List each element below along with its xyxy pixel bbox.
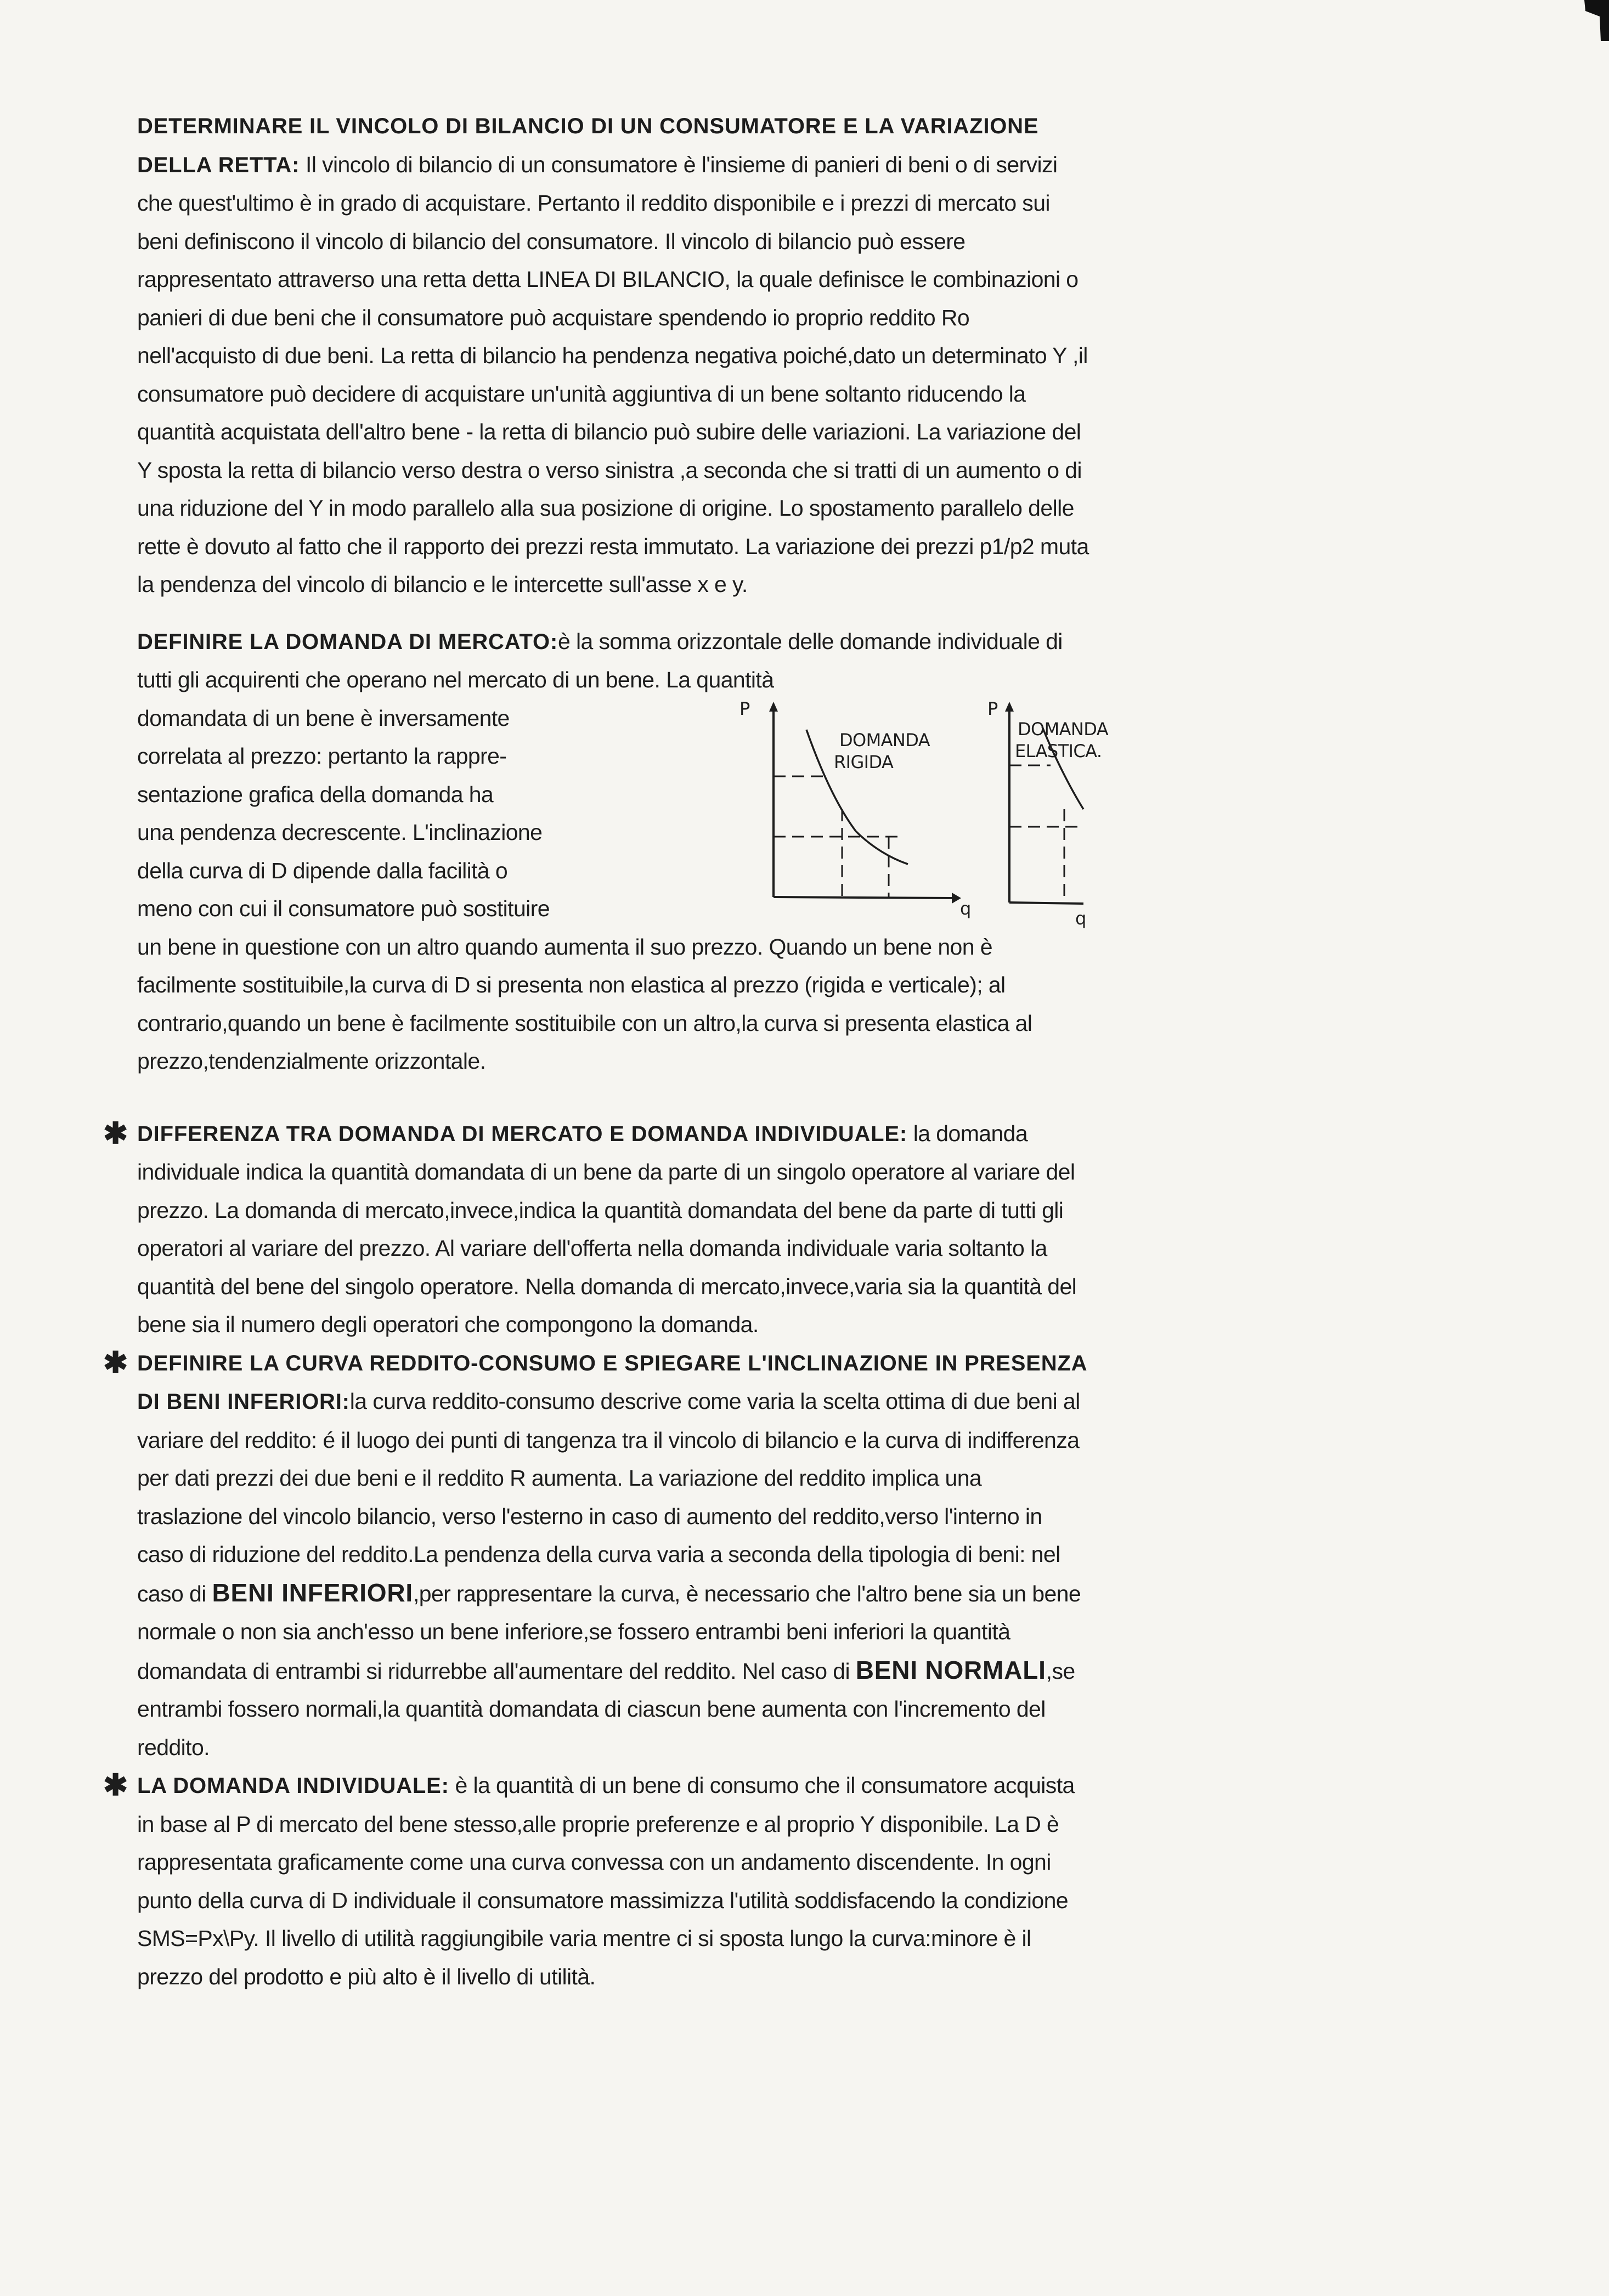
section-body: la domanda individuale indica la quantità domandata di un bene da parte di un singolo operatore al variare del prezzo. La domanda di mercato,invece,indica la quantità domandata del bene da parte di tutti gli operatori al variare del prezzo. Al variare dell'offerta nella domanda individuale varia soltanto la quantità del bene del singolo operatore. Nella domanda di mercato,invece,varia sia la quantità del bene sia il numero degli operatori che compongono la domanda.: [137, 1120, 1077, 1337]
term-inferior-goods: BENI INFERIORI: [212, 1578, 413, 1607]
section-individual-demand: [103, 1767, 1092, 1996]
text-line: correlata al prezzo: pertanto la rappre-: [137, 743, 507, 769]
rigid-label-line2: RIGIDA: [834, 751, 894, 772]
text-with-graphs: [137, 698, 1109, 929]
demand-graphs: [592, 698, 1109, 935]
document-page: [103, 107, 1109, 1996]
section-heading: DEFINIRE LA CURVA REDDITO-CONSUMO E SPIEGARE L'INCLINAZIONE IN PRESENZA DI BENI INFERIORI:: [137, 1351, 1087, 1414]
section-market-vs-individual: [103, 1115, 1092, 1344]
section-body-part2: ,per rappresentare la curva, è necessario che l'altro bene sia un bene normale o non sia anch'esso un bene inferiore,se fossero entrambi beni inferiori la quantità domandata di entrambi si ridurrebbe all'aumentare del reddito. Nel caso di: [137, 1581, 1081, 1684]
section-body-part1: la curva reddito-consumo descrive come varia la scelta ottima di due beni al variare del reddito: é il luogo dei punti di tangenza tra il vincolo di bilancio e la curva di indifferenza per dati prezzi dei due beni e il reddito R aumenta. La variazione del reddito implica una traslazione del vincolo bilancio, verso l'esterno in caso di aumento del reddito,verso l'interno in caso di riduzione del reddito.La pendenza della curva varia a seconda della tipologia di beni: nel caso di: [137, 1389, 1080, 1606]
text-line: domandata di un bene è inversamente: [137, 705, 510, 731]
section-heading: DETERMINARE IL VINCOLO DI BILANCIO DI UN CONSUMATORE E LA VARIAZIONE DELLA RETTA:: [137, 114, 1039, 177]
term-normal-goods: BENI NORMALI: [855, 1655, 1046, 1684]
elastic-label-line1: DOMANDA: [1018, 718, 1109, 740]
asterisk-marker: ✱: [103, 1769, 128, 1802]
rigid-x-label: q: [960, 898, 971, 919]
text-line: della curva di D dipende dalla facilità o: [137, 858, 508, 883]
section-heading: LA DOMANDA INDIVIDUALE:: [137, 1774, 449, 1798]
asterisk-marker: ✱: [103, 1116, 128, 1150]
elastic-demand-graph: [987, 698, 1109, 929]
elastic-label-line2: ELASTICA.: [1015, 740, 1102, 761]
text-line: sentazione grafica della domanda ha: [137, 781, 494, 807]
section-intro: è la somma orizzontale delle domande individuale di tutti gli acquirenti che operano nel mercato di un bene. La quantità: [137, 628, 1063, 692]
rigid-demand-graph: [739, 698, 971, 919]
asterisk-marker: ✱: [103, 1346, 128, 1379]
section-body: Il vincolo di bilancio di un consumatore è l'insieme di panieri di beni o di servizi che quest'ultimo è in grado di acquistare. Pertanto il reddito disponibile e i prezzi di mercato sui beni definiscono il vincolo di bilancio del consumatore. Il vincolo di bilancio può essere rappresentato attraverso una retta detta LINEA DI BILANCIO, la quale definisce le combinazioni o panieri di due beni che il consumatore può acquistare spendendo io proprio reddito Ro nell'acquisto di due beni. La retta di bilancio ha pendenza negativa poiché,dato un determinato Y ,il consumatore può decidere di acquistare un'unità aggiuntiva di un bene soltanto riducendo la quantità acquistata dell'altro bene - la retta di bilancio può subire delle variazioni. La variazione del Y sposta la retta di bilancio verso destra o verso sinistra ,a seconda che si tratti di un aumento o di una riduzione del Y in modo parallelo alla sua posizione di origine. Lo spostamento parallelo delle rette è dovuto al fatto che il rapporto dei prezzi resta immutato. La variazione dei prezzi p1/p2 muta la pendenza del vincolo di bilancio e le intercette sull'asse x e y.: [137, 151, 1089, 597]
text-beside-graphs: [137, 699, 592, 928]
rigid-label-line1: DOMANDA: [839, 729, 930, 751]
section-body-part3: ,se entrambi fossero normali,la quantità domandata di ciascun bene aumenta con l'incremento del reddito.: [137, 1658, 1075, 1760]
rigid-y-arrow: [769, 702, 778, 712]
rigid-y-label: P: [739, 698, 750, 719]
rigid-x-axis: [774, 897, 955, 898]
section-heading: DEFINIRE LA DOMANDA DI MERCATO:: [137, 629, 558, 654]
section-body: è la quantità di un bene di consumo che il consumatore acquista in base al P di mercato del bene stesso,alle proprie preferenze e al proprio Y disponibile. La D è rappresentata graficamente come una curva convessa con un andamento discendente. In ogni punto della curva di D individuale il consumatore massimizza l'utilità soddisfacendo la condizione SMS=Px\Py. Il livello di utilità raggiungibile varia mentre ci si sposta lungo la curva:minore è il prezzo del prodotto e più alto è il livello di utilità.: [137, 1773, 1075, 1989]
elastic-x-label: q: [1075, 907, 1086, 929]
section-market-demand: [137, 623, 1109, 1081]
text-line: meno con cui il consumatore può sostituire: [137, 896, 550, 921]
section-after-graph: un bene in questione con un altro quando aumenta il suo prezzo. Quando un bene non è facilmente sostituibile,la curva di D si presenta non elastica al prezzo (rigida e verticale); al contrario,quando un bene è facilmente sostituibile con un altro,la curva si presenta elastica al prezzo,tendenzialmente orizzontale.: [137, 934, 1032, 1074]
text-line: una pendenza decrescente. L'inclinazione: [137, 820, 543, 845]
section-heading: DIFFERENZA TRA DOMANDA DI MERCATO E DOMANDA INDIVIDUALE:: [137, 1121, 907, 1146]
elastic-y-label: P: [987, 698, 998, 719]
scan-corner-mark: [1584, 0, 1609, 41]
section-income-consumption: [103, 1344, 1092, 1767]
elastic-y-arrow: [1005, 702, 1014, 712]
section-budget-constraint: [137, 107, 1092, 604]
elastic-x-axis: [1009, 902, 1083, 904]
